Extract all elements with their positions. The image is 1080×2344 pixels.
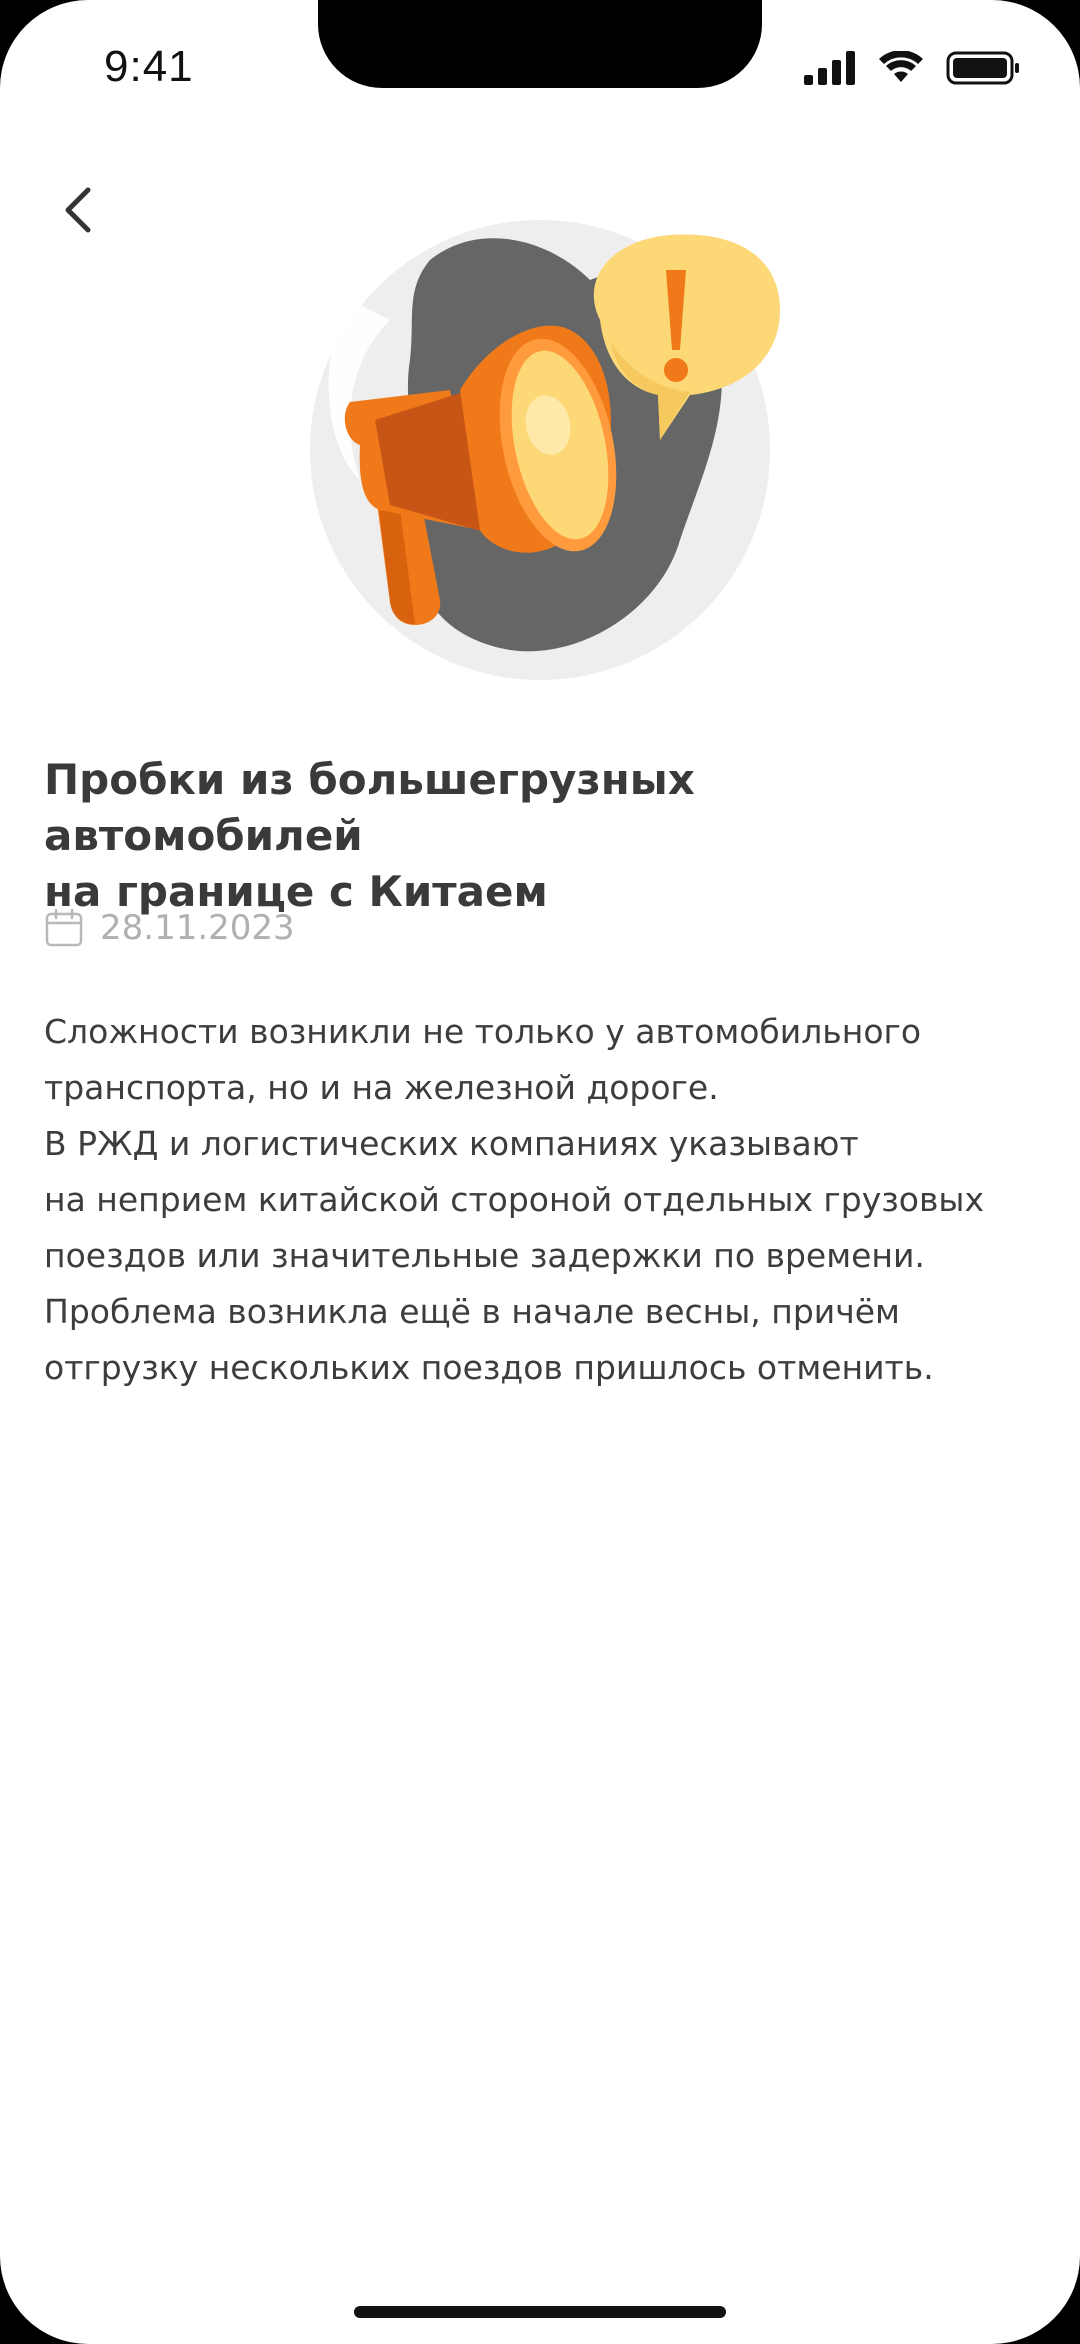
megaphone-alert-illustration	[280, 220, 800, 680]
article-title-line: на границе с Китаем	[44, 867, 548, 916]
notch	[318, 0, 762, 88]
article-body-line: на неприем китайской стороной отдельных грузовых	[44, 1180, 985, 1219]
home-indicator[interactable]	[354, 2306, 726, 2318]
article-body-line: Сложности возникли не только у автомобильного	[44, 1012, 922, 1051]
article-body-line: В РЖД и логистических компаниях указывают	[44, 1124, 859, 1163]
article-body-line: транспорта, но и на железной дороге.	[44, 1068, 719, 1107]
article-body-line: поездов или значительные задержки по времени.	[44, 1236, 925, 1275]
article-date-row	[44, 908, 295, 948]
cellular-signal-icon	[804, 51, 856, 85]
article-body-line: отгрузку нескольких поездов пришлось отменить.	[44, 1348, 934, 1387]
wifi-icon	[878, 51, 924, 85]
status-icons	[804, 50, 1022, 86]
article-title-line: Пробки из большегрузных автомобилей	[44, 755, 695, 860]
back-button[interactable]	[50, 178, 106, 242]
chevron-left-icon	[62, 185, 94, 235]
article-title	[44, 752, 1024, 920]
battery-icon	[946, 50, 1022, 86]
status-time: 9:41	[104, 42, 194, 91]
article-body	[44, 1004, 1044, 1396]
article-body-line: Проблема возникла ещё в начале весны, причём	[44, 1292, 900, 1331]
calendar-icon	[44, 908, 84, 948]
article-date: 28.11.2023	[100, 908, 295, 948]
